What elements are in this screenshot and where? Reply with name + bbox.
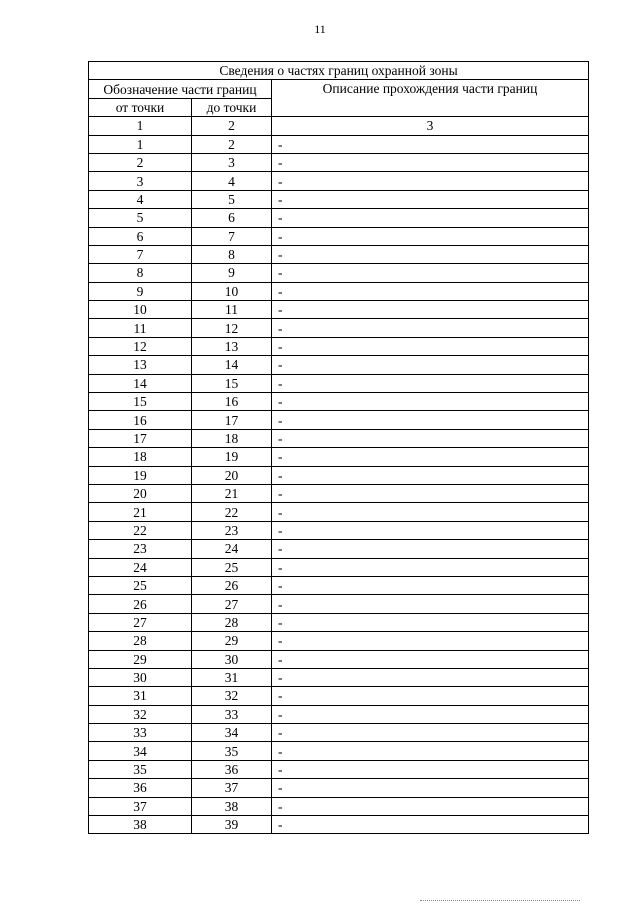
description-cell: - bbox=[272, 742, 589, 760]
to-point-cell: 17 bbox=[192, 411, 272, 429]
to-point-cell: 31 bbox=[192, 668, 272, 686]
table-row bbox=[89, 521, 589, 539]
table-row bbox=[89, 337, 589, 355]
from-point-cell: 17 bbox=[89, 429, 192, 447]
table-row bbox=[89, 227, 589, 245]
from-point-cell: 34 bbox=[89, 742, 192, 760]
from-point-cell: 1 bbox=[89, 135, 192, 153]
to-point-cell: 2 bbox=[192, 135, 272, 153]
description-cell: - bbox=[272, 393, 589, 411]
table-row bbox=[89, 466, 589, 484]
description-cell: - bbox=[272, 595, 589, 613]
from-point-cell: 21 bbox=[89, 503, 192, 521]
table-row bbox=[89, 503, 589, 521]
table-row bbox=[89, 356, 589, 374]
table-row bbox=[89, 172, 589, 190]
from-point-cell: 2 bbox=[89, 153, 192, 171]
column-number: 3 bbox=[272, 117, 589, 135]
table-row bbox=[89, 264, 589, 282]
from-point-cell: 11 bbox=[89, 319, 192, 337]
description-cell: - bbox=[272, 264, 589, 282]
description-cell: - bbox=[272, 466, 589, 484]
boundary-table bbox=[88, 61, 589, 834]
to-point-cell: 11 bbox=[192, 301, 272, 319]
from-point-cell: 15 bbox=[89, 393, 192, 411]
table-row bbox=[89, 760, 589, 778]
description-cell: - bbox=[272, 448, 589, 466]
from-point-cell: 16 bbox=[89, 411, 192, 429]
table-row bbox=[89, 282, 589, 300]
to-point-cell: 12 bbox=[192, 319, 272, 337]
from-point-cell: 19 bbox=[89, 466, 192, 484]
to-point-cell: 35 bbox=[192, 742, 272, 760]
to-point-cell: 37 bbox=[192, 779, 272, 797]
to-point-cell: 19 bbox=[192, 448, 272, 466]
to-point-header: до точки bbox=[192, 98, 272, 116]
from-point-cell: 35 bbox=[89, 760, 192, 778]
table-row bbox=[89, 705, 589, 723]
to-point-cell: 39 bbox=[192, 816, 272, 834]
from-point-cell: 3 bbox=[89, 172, 192, 190]
table-body bbox=[89, 135, 589, 834]
from-point-cell: 33 bbox=[89, 724, 192, 742]
description-cell: - bbox=[272, 411, 589, 429]
to-point-cell: 10 bbox=[192, 282, 272, 300]
description-cell: - bbox=[272, 687, 589, 705]
from-point-cell: 18 bbox=[89, 448, 192, 466]
table-row bbox=[89, 301, 589, 319]
table-title: Сведения о частях границ охранной зоны bbox=[89, 62, 589, 80]
table-row bbox=[89, 393, 589, 411]
description-cell: - bbox=[272, 613, 589, 631]
description-cell: - bbox=[272, 190, 589, 208]
description-cell: - bbox=[272, 632, 589, 650]
from-point-cell: 22 bbox=[89, 521, 192, 539]
page-number: 11 bbox=[314, 22, 326, 36]
to-point-cell: 34 bbox=[192, 724, 272, 742]
from-point-cell: 20 bbox=[89, 484, 192, 502]
table-row bbox=[89, 190, 589, 208]
description-cell: - bbox=[272, 797, 589, 815]
description-cell: - bbox=[272, 227, 589, 245]
to-point-cell: 25 bbox=[192, 558, 272, 576]
to-point-cell: 4 bbox=[192, 172, 272, 190]
column-number: 1 bbox=[89, 117, 192, 135]
description-cell: - bbox=[272, 576, 589, 594]
to-point-cell: 32 bbox=[192, 687, 272, 705]
table-row bbox=[89, 135, 589, 153]
table-row bbox=[89, 613, 589, 631]
table-row bbox=[89, 742, 589, 760]
table-row bbox=[89, 595, 589, 613]
description-cell: - bbox=[272, 135, 589, 153]
from-point-header: от точки bbox=[89, 98, 192, 116]
table-row bbox=[89, 484, 589, 502]
description-cell: - bbox=[272, 172, 589, 190]
to-point-cell: 36 bbox=[192, 760, 272, 778]
to-point-cell: 15 bbox=[192, 374, 272, 392]
table-row bbox=[89, 816, 589, 834]
from-point-cell: 12 bbox=[89, 337, 192, 355]
from-point-cell: 14 bbox=[89, 374, 192, 392]
description-cell: - bbox=[272, 209, 589, 227]
to-point-cell: 20 bbox=[192, 466, 272, 484]
to-point-cell: 8 bbox=[192, 245, 272, 263]
description-cell: - bbox=[272, 705, 589, 723]
description-cell: - bbox=[272, 558, 589, 576]
table-row bbox=[89, 153, 589, 171]
from-point-cell: 31 bbox=[89, 687, 192, 705]
scan-artifact bbox=[420, 900, 580, 903]
table-row bbox=[89, 374, 589, 392]
description-cell: - bbox=[272, 337, 589, 355]
to-point-cell: 24 bbox=[192, 540, 272, 558]
to-point-cell: 18 bbox=[192, 429, 272, 447]
description-cell: - bbox=[272, 245, 589, 263]
description-cell: - bbox=[272, 429, 589, 447]
from-point-cell: 7 bbox=[89, 245, 192, 263]
description-cell: - bbox=[272, 282, 589, 300]
from-point-cell: 29 bbox=[89, 650, 192, 668]
table-row bbox=[89, 797, 589, 815]
table-row bbox=[89, 319, 589, 337]
description-cell: - bbox=[272, 521, 589, 539]
table-row bbox=[89, 650, 589, 668]
to-point-cell: 38 bbox=[192, 797, 272, 815]
table-row bbox=[89, 632, 589, 650]
from-point-cell: 25 bbox=[89, 576, 192, 594]
to-point-cell: 14 bbox=[192, 356, 272, 374]
description-cell: - bbox=[272, 668, 589, 686]
column-number-row bbox=[89, 117, 589, 135]
to-point-cell: 26 bbox=[192, 576, 272, 594]
description-header: Описание прохождения части границ bbox=[272, 80, 589, 117]
description-cell: - bbox=[272, 503, 589, 521]
table-row bbox=[89, 540, 589, 558]
table-header-row bbox=[89, 80, 589, 98]
description-cell: - bbox=[272, 301, 589, 319]
from-point-cell: 5 bbox=[89, 209, 192, 227]
from-point-cell: 8 bbox=[89, 264, 192, 282]
description-cell: - bbox=[272, 724, 589, 742]
description-cell: - bbox=[272, 650, 589, 668]
table-row bbox=[89, 209, 589, 227]
table-row bbox=[89, 411, 589, 429]
to-point-cell: 23 bbox=[192, 521, 272, 539]
from-point-cell: 27 bbox=[89, 613, 192, 631]
from-point-cell: 6 bbox=[89, 227, 192, 245]
description-cell: - bbox=[272, 484, 589, 502]
table-title-row bbox=[89, 62, 589, 80]
table-row bbox=[89, 724, 589, 742]
to-point-cell: 33 bbox=[192, 705, 272, 723]
description-cell: - bbox=[272, 319, 589, 337]
from-point-cell: 37 bbox=[89, 797, 192, 815]
to-point-cell: 3 bbox=[192, 153, 272, 171]
to-point-cell: 28 bbox=[192, 613, 272, 631]
from-point-cell: 30 bbox=[89, 668, 192, 686]
to-point-cell: 6 bbox=[192, 209, 272, 227]
from-point-cell: 4 bbox=[89, 190, 192, 208]
table-row bbox=[89, 779, 589, 797]
from-point-cell: 9 bbox=[89, 282, 192, 300]
from-point-cell: 24 bbox=[89, 558, 192, 576]
table-row bbox=[89, 429, 589, 447]
to-point-cell: 13 bbox=[192, 337, 272, 355]
from-point-cell: 23 bbox=[89, 540, 192, 558]
from-point-cell: 10 bbox=[89, 301, 192, 319]
table-row bbox=[89, 558, 589, 576]
designation-header: Обозначение части границ bbox=[89, 80, 272, 98]
description-cell: - bbox=[272, 816, 589, 834]
from-point-cell: 13 bbox=[89, 356, 192, 374]
from-point-cell: 38 bbox=[89, 816, 192, 834]
table-row bbox=[89, 448, 589, 466]
to-point-cell: 27 bbox=[192, 595, 272, 613]
description-cell: - bbox=[272, 153, 589, 171]
column-number: 2 bbox=[192, 117, 272, 135]
to-point-cell: 5 bbox=[192, 190, 272, 208]
to-point-cell: 30 bbox=[192, 650, 272, 668]
to-point-cell: 21 bbox=[192, 484, 272, 502]
from-point-cell: 26 bbox=[89, 595, 192, 613]
table-row bbox=[89, 245, 589, 263]
to-point-cell: 22 bbox=[192, 503, 272, 521]
table-row bbox=[89, 687, 589, 705]
description-cell: - bbox=[272, 779, 589, 797]
to-point-cell: 7 bbox=[192, 227, 272, 245]
description-cell: - bbox=[272, 356, 589, 374]
description-cell: - bbox=[272, 540, 589, 558]
from-point-cell: 36 bbox=[89, 779, 192, 797]
description-cell: - bbox=[272, 760, 589, 778]
to-point-cell: 16 bbox=[192, 393, 272, 411]
to-point-cell: 9 bbox=[192, 264, 272, 282]
description-cell: - bbox=[272, 374, 589, 392]
to-point-cell: 29 bbox=[192, 632, 272, 650]
from-point-cell: 28 bbox=[89, 632, 192, 650]
table-row bbox=[89, 668, 589, 686]
table-row bbox=[89, 576, 589, 594]
from-point-cell: 32 bbox=[89, 705, 192, 723]
